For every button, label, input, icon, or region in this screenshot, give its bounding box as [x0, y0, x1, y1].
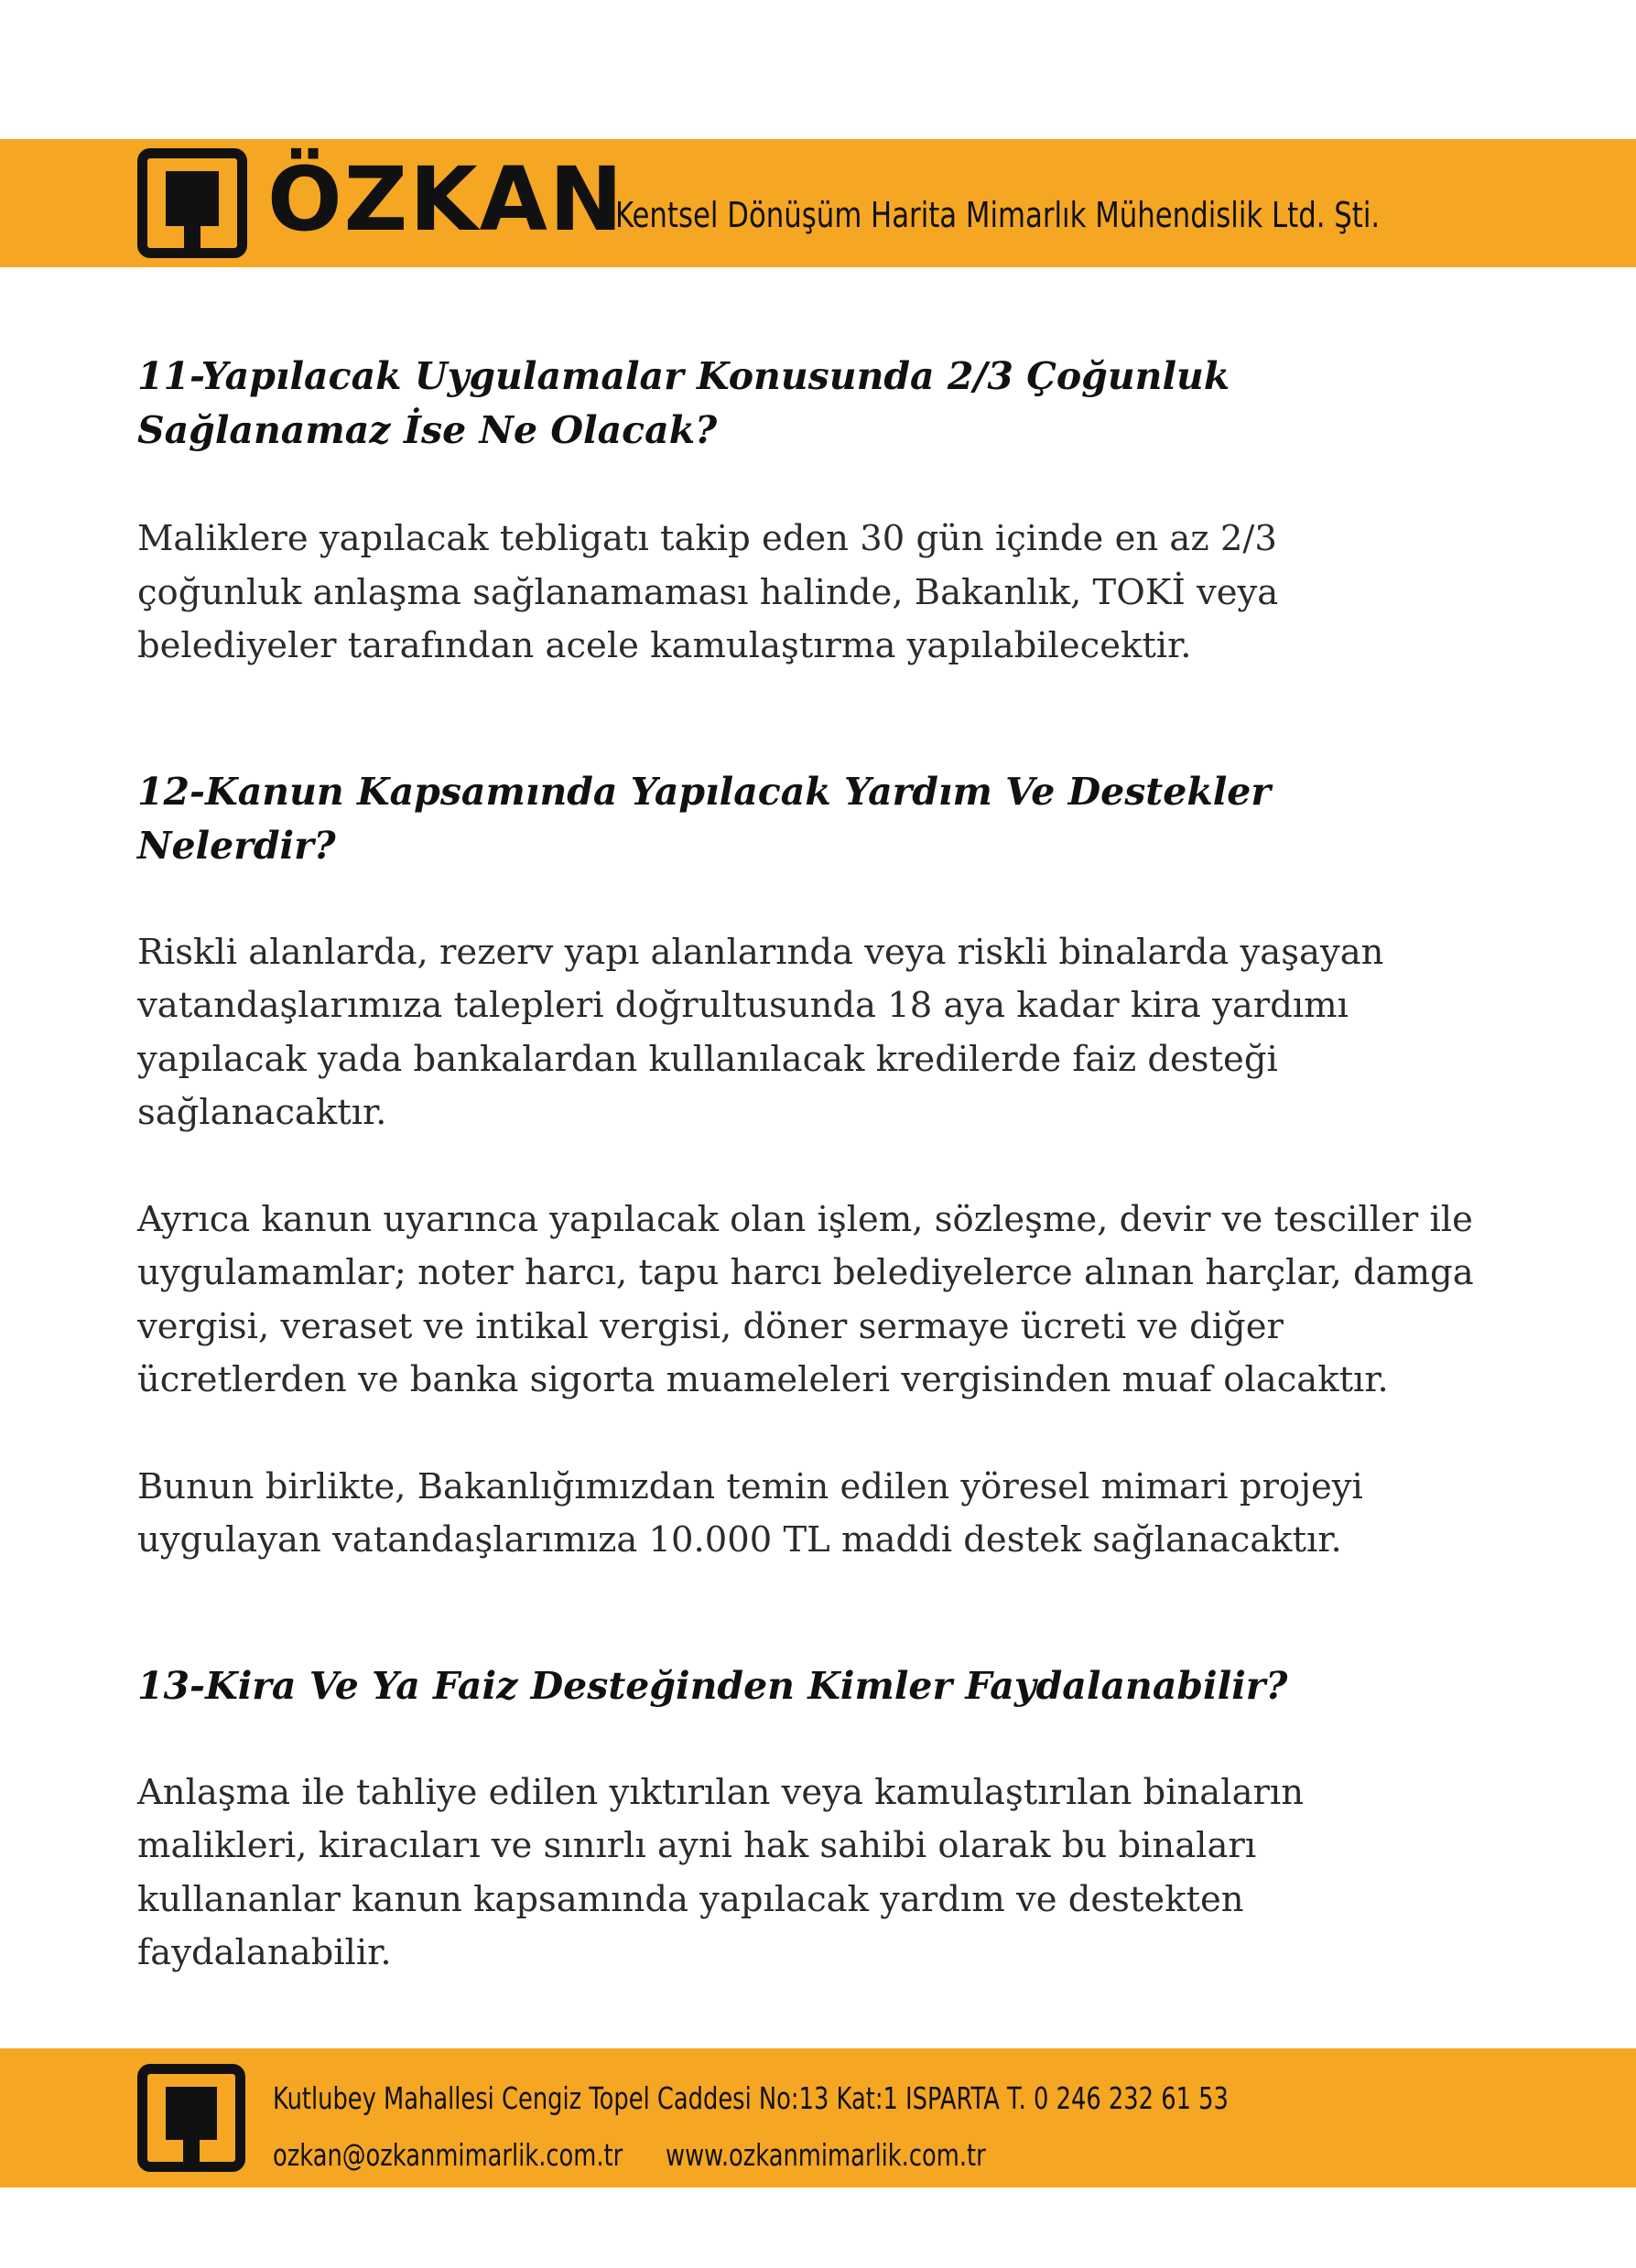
section-12-title: 12-Kanun Kapsamında Yapılacak Yardım Ve Destekler Nelerdir? [137, 769, 1271, 868]
section-11 [137, 350, 1474, 674]
section-12 [137, 765, 1474, 1568]
ozkan-logo-icon [137, 148, 247, 258]
section-11-paragraph: Maliklere yapılacak tebligatı takip eden 30 gün içinde en az 2/3 çoğunluk anlaşma sağlanamaması halinde, Bakanlık, TOKİ veya belediyeler tarafından acele kamulaştırma yapılabilecektir. [137, 518, 1279, 666]
section-12-paragraph-1: Riskli alanlarda, rezerv yapı alanlarında veya riskli binalarda yaşayan vatandaşlarımıza talepleri doğrultusunda 18 aya kadar kira yardımı yapılacak yada bankalardan kullanılacak kredilerde faiz desteği sağlanacaktır. [137, 931, 1384, 1133]
footer-contact [273, 2133, 986, 2178]
section-13-paragraph: Anlaşma ile tahliye edilen yıktırılan veya kamulaştırılan binaların malikleri, kiracıları ve sınırlı ayni hak sahibi olarak bu binaları kullananlar kanun kapsamında yapılacak yardım ve destekten faydalanabilir. [137, 1771, 1305, 1973]
section-13 [137, 1659, 1474, 1981]
company-tagline: Kentsel Dönüşüm Harita Mimarlık Mühendislik Ltd. Şti. [615, 195, 1381, 235]
logo-stem [184, 213, 200, 250]
footer-logo-icon [137, 2064, 245, 2172]
section-12-paragraph-3: Bunun birlikte, Bakanlığımızdan temin edilen yöresel mimari projeyi uygulayan vatandaşlarımıza 10.000 TL maddi destek sağlanacaktır. [137, 1465, 1363, 1561]
footer-logo-stem [183, 2127, 200, 2162]
section-11-title-line2: Sağlanamaz İse Ne Olacak? [137, 408, 718, 452]
footer-website-link[interactable]: www.ozkanmimarlik.com.tr [666, 2137, 986, 2173]
section-13-title: 13-Kira Ve Ya Faiz Desteğinden Kimler Faydalanabilir? [137, 1663, 1288, 1708]
document-body [137, 350, 1474, 1981]
section-11-title-line1: 11-Yapılacak Uygulamalar Konusunda 2/3 Çoğunluk [137, 354, 1230, 398]
brand-name: ÖZKAN [267, 148, 625, 251]
footer-address: Kutlubey Mahallesi Cengiz Topel Caddesi No:13 Kat:1 ISPARTA T. 0 246 232 61 53 [273, 2080, 1229, 2116]
section-12-paragraph-2: Ayrıca kanun uyarınca yapılacak olan işlem, sözleşme, devir ve tesciller ile uygulamamlar; noter harcı, tapu harcı belediyelerce alınan harçlar, damga vergisi, veraset ve intikal vergisi, döner sermaye ücreti ve diğer ücretlerden ve banka sigorta muameleleri vergisinden muaf olacaktır. [137, 1198, 1474, 1400]
section-11-title [137, 350, 1474, 458]
footer-email-link[interactable]: ozkan@ozkanmimarlik.com.tr [273, 2137, 623, 2173]
